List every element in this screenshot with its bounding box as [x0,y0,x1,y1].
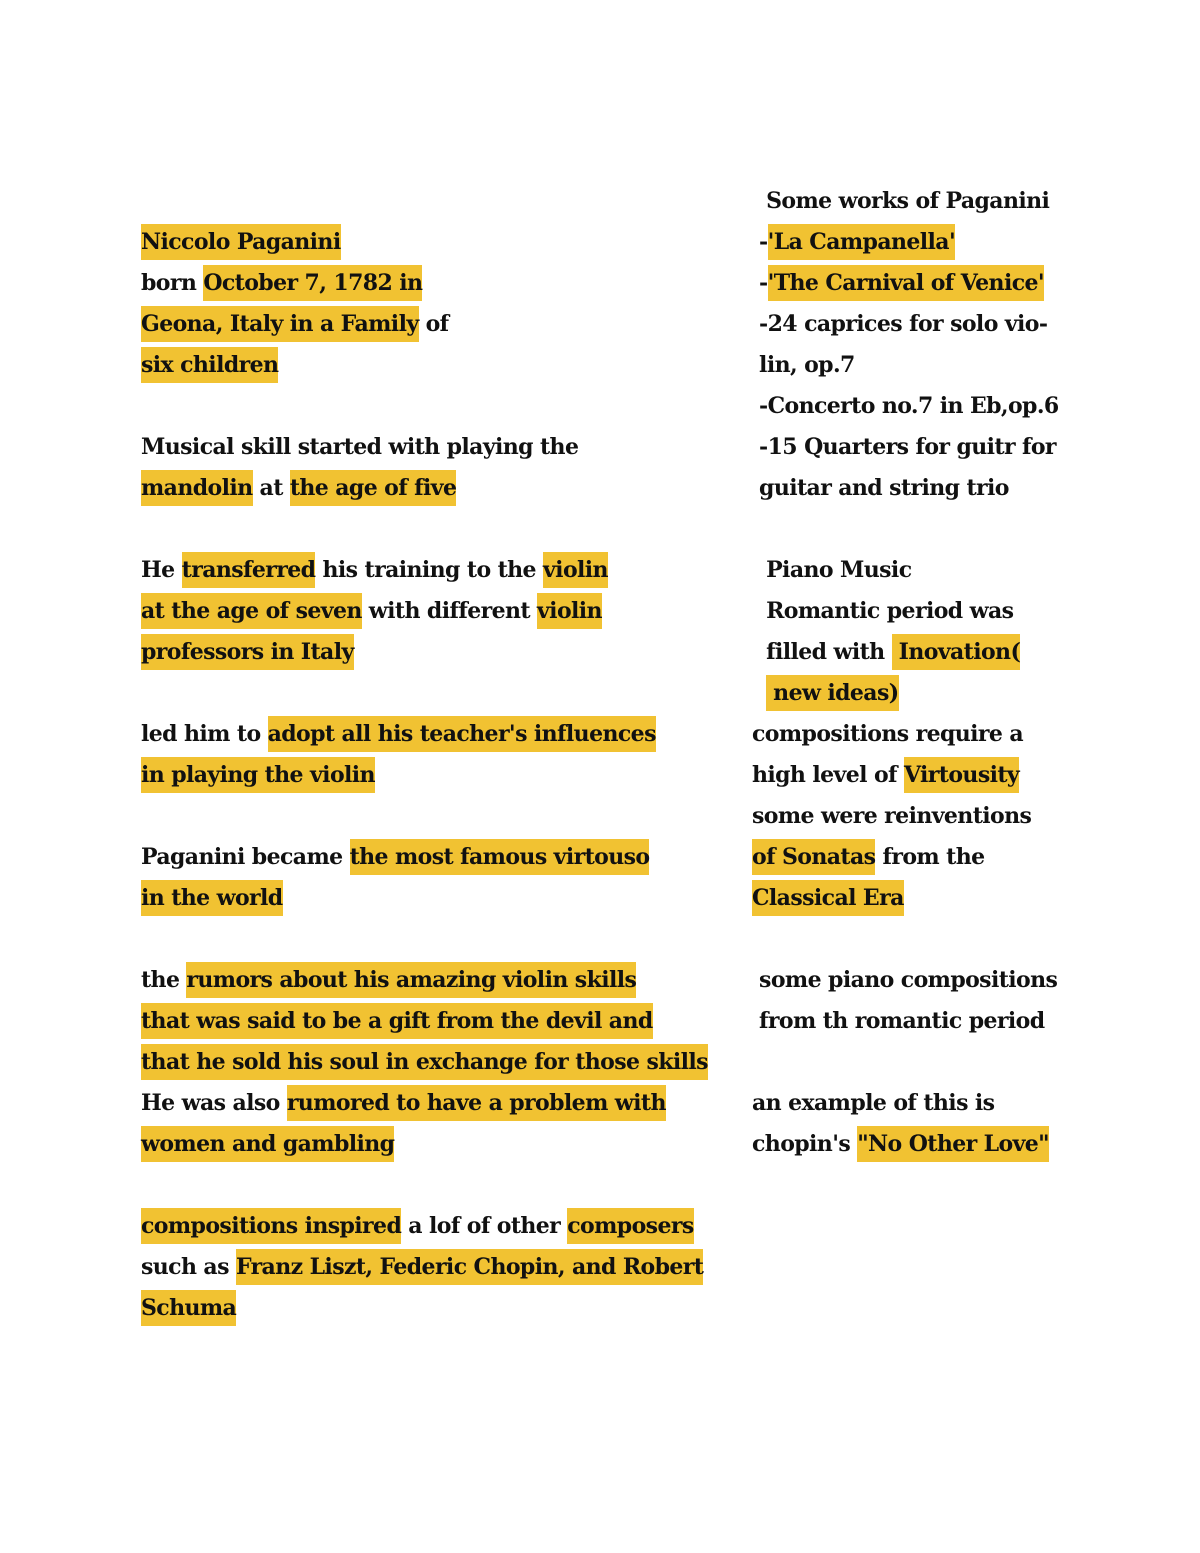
plain-text: chopin's [752,1131,858,1157]
text-line [141,426,721,467]
text-line [752,713,1172,754]
text-line [752,385,1172,426]
highlighted-text: 'La Campanella' [768,224,956,260]
plain-text: such as [141,1254,236,1280]
text-line [752,1082,1172,1123]
plain-text: his training to the [315,557,543,583]
highlighted-text: Classical Era [752,880,904,916]
text-line [141,754,721,795]
highlighted-text: in the world [141,880,283,916]
highlighted-text: professors in Italy [141,634,354,670]
highlighted-text: violin [537,593,602,629]
text-line [141,221,721,262]
plain-text: Piano Music [752,557,912,583]
highlighted-text: Franz Liszt, Federic Chopin, and Robert [236,1249,703,1285]
text-line [141,467,721,508]
text-line [141,590,721,631]
highlighted-text: "No Other Love" [857,1126,1049,1162]
plain-text: from th romantic period [752,1008,1045,1034]
text-line [141,1123,721,1164]
blank-line [141,1164,721,1205]
text-line [141,262,721,303]
text-line [141,303,721,344]
text-line [752,180,1172,221]
text-line [752,672,1172,713]
text-line [752,959,1172,1000]
highlighted-text: compositions inspired [141,1208,401,1244]
plain-text: Romantic period was [752,598,1014,624]
highlighted-text: Geona, Italy in a Family [141,306,419,342]
plain-text [752,675,766,711]
text-line [752,303,1172,344]
plain-text: Musical skill started with playing the [141,434,579,460]
text-line [141,959,721,1000]
plain-text: led him to [141,721,268,747]
highlighted-text: rumors about his amazing violin skills [186,962,636,998]
plain-text: filled with [752,639,892,665]
plain-text: some piano compositions [752,967,1058,993]
text-line [752,877,1172,918]
text-line [752,549,1172,590]
blank-line [141,795,721,836]
plain-text: at [252,475,290,501]
highlighted-text: Niccolo Paganini [141,224,341,260]
blank-line [752,918,1172,959]
blank-line [141,918,721,959]
plain-text: high level of [752,762,904,788]
text-line [752,467,1172,508]
highlighted-text: that was said to be a gift from the devil and [141,1003,653,1039]
highlighted-text: Inovation( [892,634,1021,670]
text-line [752,1000,1172,1041]
plain-text: lin, op.7 [752,352,855,378]
text-line [752,590,1172,631]
plain-text: -15 Quarters for guitr for [752,434,1056,460]
text-line [141,1000,721,1041]
highlighted-text: the most famous virtouso [350,839,650,875]
highlighted-text: 'The Carnival of Venice' [768,265,1044,301]
blank-line [752,508,1172,549]
plain-text: - [752,270,768,296]
plain-text: - [752,229,768,255]
plain-text: the [141,967,187,993]
text-line [752,795,1172,836]
plain-text: born [141,270,204,296]
text-line [141,836,721,877]
blank-line [141,672,721,713]
text-line [752,836,1172,877]
highlighted-text: in playing the violin [141,757,375,793]
plain-text: -Concerto no.7 in Eb,op.6 [752,393,1059,419]
plain-text: He was also [141,1090,287,1116]
plain-text: -24 caprices for solo vio- [752,311,1048,337]
text-line [141,1205,721,1246]
plain-text: guitar and string trio [752,475,1009,501]
highlighted-text: women and gambling [141,1126,394,1162]
text-line [141,631,721,672]
text-line [752,344,1172,385]
highlighted-text: that he sold his soul in exchange for those skills [141,1044,708,1080]
text-line [141,549,721,590]
plain-text: an example of this is [752,1090,995,1116]
blank-line [752,1041,1172,1082]
text-line [141,877,721,918]
text-line [752,754,1172,795]
plain-text: of [418,311,449,337]
plain-text: Some works of Paganini [752,188,1050,214]
highlighted-text: new ideas) [766,675,898,711]
text-line [141,1041,721,1082]
text-line [752,1123,1172,1164]
highlighted-text: violin [543,552,608,588]
text-line [141,713,721,754]
text-line [752,221,1172,262]
text-line [752,631,1172,672]
highlighted-text: six children [141,347,278,383]
text-line [141,1082,721,1123]
highlighted-text: mandolin [141,470,253,506]
plain-text: He [141,557,182,583]
highlighted-text: rumored to have a problem with [287,1085,666,1121]
text-line [141,1287,721,1328]
plain-text: Paganini became [141,844,350,870]
plain-text: a lof of other [401,1213,568,1239]
plain-text: from the [875,844,985,870]
plain-text: with different [361,598,537,624]
text-line [141,1246,721,1287]
highlighted-text: Schuma [141,1290,236,1326]
left-column [141,221,721,1328]
highlighted-text: Virtousity [904,757,1019,793]
highlighted-text: adopt all his teacher's influences [268,716,656,752]
blank-line [141,508,721,549]
text-line [752,426,1172,467]
highlighted-text: composers [567,1208,693,1244]
highlighted-text: the age of five [290,470,457,506]
plain-text: compositions require a [752,721,1024,747]
highlighted-text: of Sonatas [752,839,875,875]
text-line [752,262,1172,303]
text-line [141,344,721,385]
blank-line [141,385,721,426]
plain-text: some were reinventions [752,803,1032,829]
highlighted-text: October 7, 1782 in [203,265,422,301]
highlighted-text: at the age of seven [141,593,362,629]
highlighted-text: transferred [182,552,316,588]
right-column [752,180,1172,1164]
